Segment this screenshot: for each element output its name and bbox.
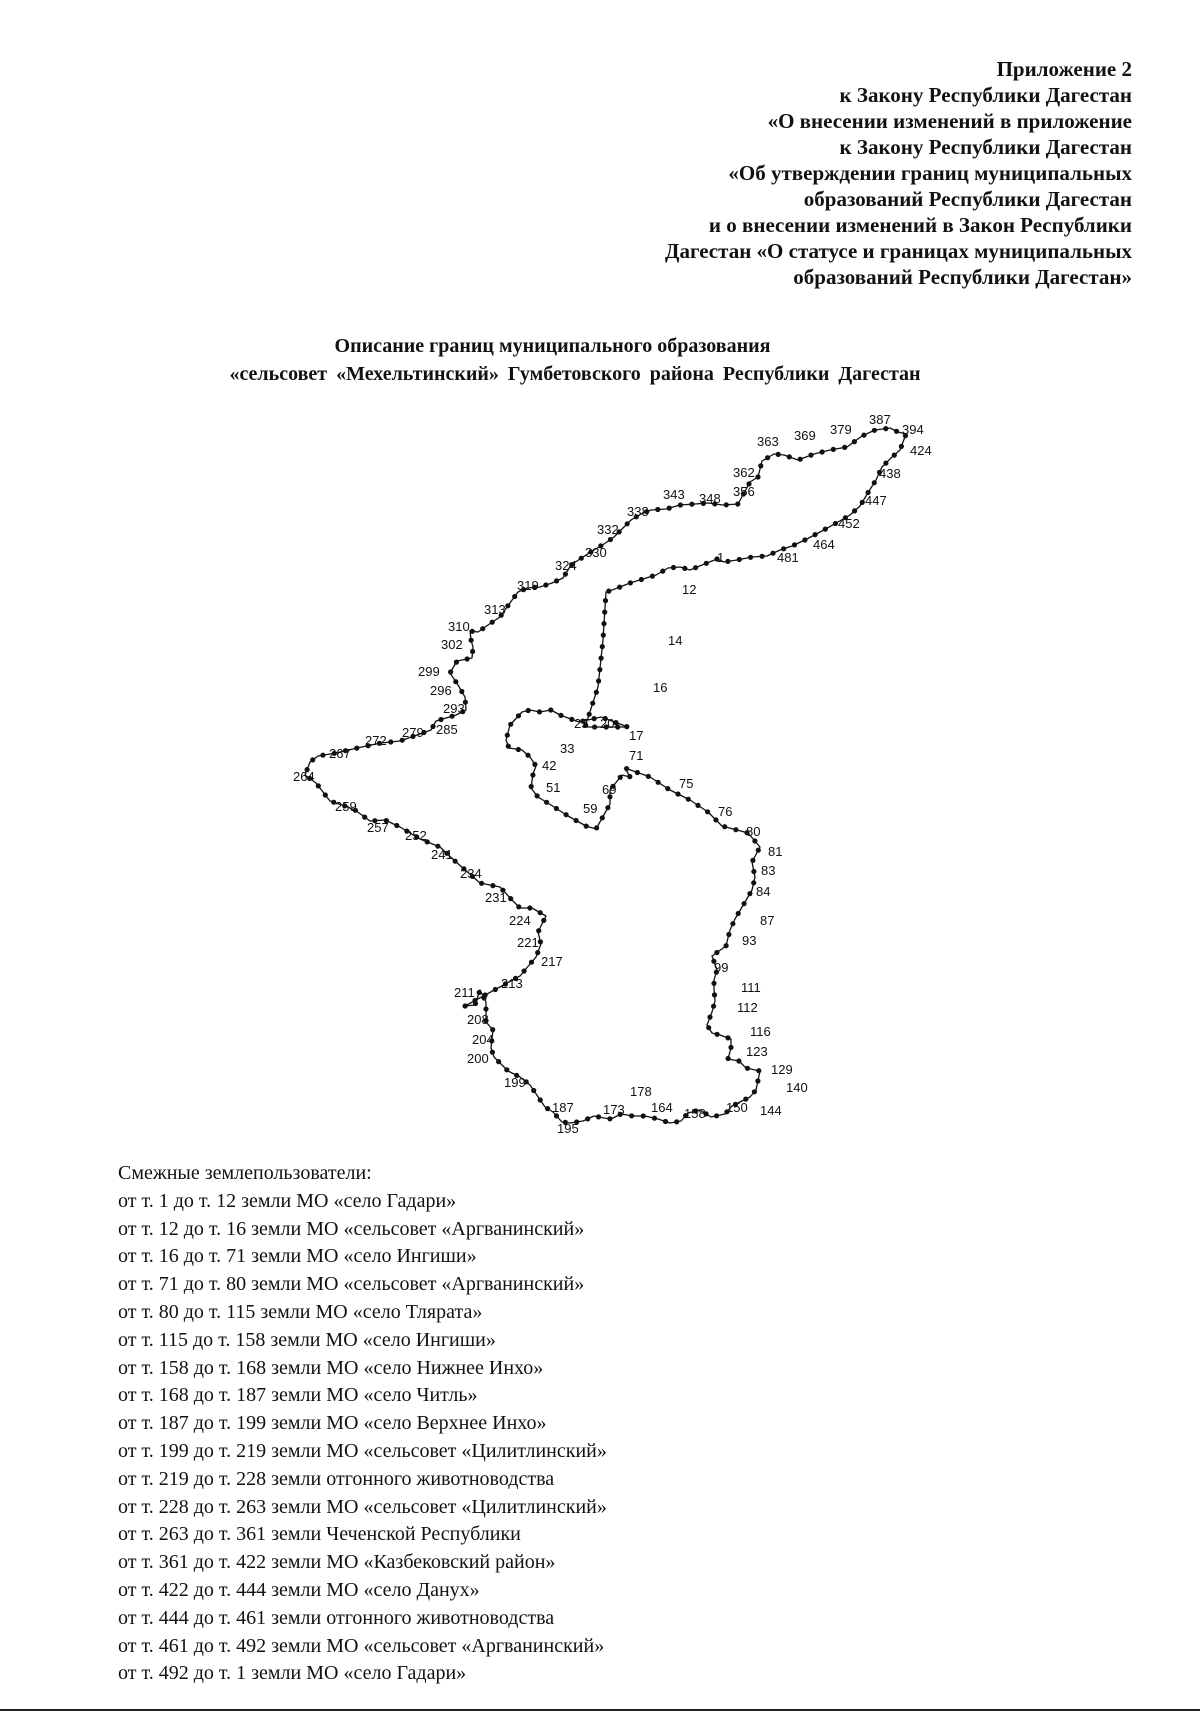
boundary-point: [748, 555, 753, 560]
boundary-point: [599, 656, 604, 661]
boundary-point: [842, 445, 847, 450]
boundary-point: [530, 772, 535, 777]
title-line-1: Описание границ муниципального образования: [334, 335, 771, 357]
point-label: 257: [367, 820, 389, 835]
boundary-point: [852, 508, 857, 513]
point-label: 293: [443, 701, 465, 716]
neighbor-item: от т. 228 до т. 263 земли МО «сельсовет «Цилитлинский»: [118, 1495, 607, 1518]
point-label: 1: [717, 550, 725, 565]
point-label: 144: [760, 1103, 782, 1118]
point-label: 319: [517, 578, 539, 593]
boundary-point: [536, 928, 541, 933]
point-label: 447: [865, 493, 887, 508]
point-label: 241: [431, 847, 453, 862]
boundary-point: [516, 747, 521, 752]
boundary-point: [470, 649, 475, 654]
boundary-point: [538, 1097, 543, 1102]
boundary-point: [535, 793, 540, 798]
boundary-point: [646, 774, 651, 779]
boundary-point: [660, 569, 665, 574]
boundary-point: [480, 626, 485, 631]
boundary-point: [479, 881, 484, 886]
boundary-point: [608, 537, 613, 542]
boundary-point: [463, 1003, 468, 1008]
point-label: 80: [746, 824, 761, 839]
boundary-point: [310, 757, 315, 762]
point-label: 42: [542, 758, 557, 773]
header-line: «Об утверждении границ муниципальных: [728, 161, 1132, 185]
point-label: 330: [585, 545, 607, 560]
boundary-point: [737, 557, 742, 562]
neighbor-item: от т. 361 до т. 422 земли МО «Казбековский район»: [118, 1551, 556, 1574]
boundary-point: [742, 901, 747, 906]
boundary-point: [496, 1059, 501, 1064]
point-label: 438: [879, 466, 901, 481]
boundary-point: [641, 1113, 646, 1118]
boundary-point: [711, 981, 716, 986]
boundary-point: [639, 577, 644, 582]
boundary-point: [574, 818, 579, 823]
point-label: 164: [651, 1100, 673, 1115]
boundary-point: [493, 987, 498, 992]
boundary-point: [618, 775, 623, 780]
boundary-point: [453, 679, 458, 684]
boundary-point: [516, 713, 521, 718]
boundary-point: [756, 1068, 761, 1073]
appendix-header: [432, 56, 1132, 290]
boundary-point: [525, 753, 530, 758]
point-label: 12: [682, 582, 697, 597]
boundary-point: [752, 838, 757, 843]
boundary-point: [728, 1045, 733, 1050]
neighbor-item: от т. 115 до т. 158 земли МО «село Ингиши»: [118, 1328, 496, 1351]
boundary-point: [465, 656, 470, 661]
boundary-point: [516, 904, 521, 909]
boundary-point: [628, 580, 633, 585]
boundary-point: [594, 690, 599, 695]
point-label: 379: [830, 422, 852, 437]
boundary-point: [600, 644, 605, 649]
boundary-point: [543, 582, 548, 587]
boundary-point: [453, 859, 458, 864]
boundary-point: [686, 797, 691, 802]
boundary-point: [704, 561, 709, 566]
neighbor-item: от т. 187 до т. 199 земли МО «село Верхнее Инхо»: [118, 1412, 547, 1435]
boundary-point: [490, 883, 495, 888]
point-label: 356: [733, 484, 755, 499]
boundary-point: [522, 968, 527, 973]
boundary-point: [831, 447, 836, 452]
point-label: 313: [484, 602, 506, 617]
header-line: Приложение 2: [996, 57, 1132, 81]
point-label: 343: [663, 487, 685, 502]
neighbor-item: от т. 158 до т. 168 земли МО «село Нижнее Инхо»: [118, 1356, 544, 1379]
neighbor-item: от т. 263 до т. 361 земли Чеченской Республики: [118, 1523, 521, 1546]
point-label: 362: [733, 465, 755, 480]
boundary-point: [733, 827, 738, 832]
header-line: Дагестан «О статусе и границах муниципальных: [665, 239, 1132, 263]
boundary-point: [362, 815, 367, 820]
boundary-point: [872, 480, 877, 485]
boundary-point: [765, 455, 770, 460]
boundary-point: [554, 806, 559, 811]
neighbor-item: от т. 12 до т. 16 земли МО «сельсовет «Аргванинский»: [118, 1217, 585, 1240]
boundary-point: [529, 784, 534, 789]
boundary-point: [678, 502, 683, 507]
point-label: 424: [910, 443, 932, 458]
boundary-point: [872, 428, 877, 433]
boundary-point: [504, 1067, 509, 1072]
boundary-point: [706, 1025, 711, 1030]
boundary-point: [722, 824, 727, 829]
boundary-point: [624, 766, 629, 771]
boundary-point: [760, 554, 765, 559]
point-label: 173: [603, 1102, 625, 1117]
point-label: 481: [777, 550, 799, 565]
boundary-point: [603, 598, 608, 603]
boundary-point: [490, 1050, 495, 1055]
boundary-point: [506, 744, 511, 749]
boundary-point: [548, 707, 553, 712]
point-label: 363: [757, 434, 779, 449]
point-label: 224: [509, 913, 531, 928]
point-label: 83: [761, 863, 776, 878]
point-label: 452: [838, 516, 860, 531]
point-label: 158: [684, 1106, 706, 1121]
boundary-point: [625, 521, 630, 526]
point-label: 394: [902, 422, 924, 437]
boundary-point: [601, 633, 606, 638]
boundary-point: [758, 463, 763, 468]
boundary-point: [725, 1035, 730, 1040]
boundary-point: [725, 559, 730, 564]
boundary-point: [711, 1004, 716, 1009]
point-label: 84: [756, 884, 771, 899]
boundary-point: [541, 918, 546, 923]
boundary-point: [538, 910, 543, 915]
boundary-point: [320, 753, 325, 758]
neighbor-item: от т. 461 до т. 492 земли МО «сельсовет «Аргванинский»: [118, 1634, 605, 1657]
boundary-point: [554, 578, 559, 583]
boundary-point: [808, 453, 813, 458]
boundary-point: [650, 574, 655, 579]
point-label: 279: [402, 725, 424, 740]
point-label: 14: [668, 633, 683, 648]
boundary-point: [590, 701, 595, 706]
boundary-point: [751, 869, 756, 874]
boundary-point: [448, 669, 453, 674]
boundary-point: [527, 905, 532, 910]
boundary-point: [715, 1032, 720, 1037]
point-label: 252: [405, 828, 427, 843]
boundary-point: [597, 667, 602, 672]
boundary-point: [594, 825, 599, 830]
boundary-point: [394, 823, 399, 828]
boundary-point: [535, 950, 540, 955]
point-label: 200: [467, 1051, 489, 1066]
boundary-point: [671, 565, 676, 570]
boundary-point: [792, 542, 797, 547]
boundary-point: [726, 932, 731, 937]
header-line: «О внесении изменений в приложение: [767, 109, 1132, 133]
point-label: 208: [467, 1012, 489, 1027]
point-label: 116: [750, 1024, 771, 1039]
boundary-point: [705, 809, 710, 814]
boundary-point: [537, 709, 542, 714]
boundary-point: [388, 739, 393, 744]
boundary-point: [508, 896, 513, 901]
boundary-point: [564, 812, 569, 817]
boundary-point: [776, 452, 781, 457]
boundary-point: [602, 610, 607, 615]
point-label: 285: [436, 722, 458, 737]
boundary-point: [693, 565, 698, 570]
boundary-point: [883, 461, 888, 466]
boundary-point: [469, 638, 474, 643]
boundary-point: [892, 453, 897, 458]
point-label: 348: [699, 491, 721, 506]
point-label: 195: [557, 1121, 579, 1136]
boundary-point: [820, 449, 825, 454]
boundary-point: [483, 992, 488, 997]
point-label: 272: [365, 733, 387, 748]
point-label: 387: [869, 412, 891, 427]
boundary-point: [712, 992, 717, 997]
boundary-point: [508, 722, 513, 727]
boundary-point: [707, 1015, 712, 1020]
boundary-point: [600, 815, 605, 820]
boundary-point: [745, 1066, 750, 1071]
boundary-point: [545, 1106, 550, 1111]
boundary-point: [755, 1078, 760, 1083]
neighbors-title: Смежные землепользователи:: [118, 1162, 372, 1184]
boundary-point: [714, 1113, 719, 1118]
boundary-point: [529, 960, 534, 965]
neighbor-item: от т. 71 до т. 80 земли МО «сельсовет «Аргванинский»: [118, 1273, 585, 1296]
boundary-point: [652, 1116, 657, 1121]
boundary-point: [852, 439, 857, 444]
boundary-point: [605, 805, 610, 810]
point-label: 71: [629, 748, 644, 763]
point-label: 259: [335, 799, 357, 814]
point-label: 150: [726, 1100, 748, 1115]
neighbor-item: от т. 492 до т. 1 земли МО «село Гадари»: [118, 1662, 467, 1685]
point-label: 231: [485, 890, 507, 905]
point-label: 111: [741, 980, 761, 995]
boundary-point: [724, 943, 729, 948]
header-line: к Закону Республики Дагестан: [839, 135, 1132, 159]
document-title: [0, 332, 1200, 388]
boundary-point: [802, 537, 807, 542]
point-label: 93: [742, 933, 757, 948]
boundary-point: [787, 454, 792, 459]
point-label: 332: [597, 522, 619, 537]
boundary-point: [894, 429, 899, 434]
boundary-point: [726, 1056, 731, 1061]
boundary-point: [655, 507, 660, 512]
header-line: к Закону Республики Дагестан: [839, 83, 1132, 107]
point-label: 129: [771, 1062, 793, 1077]
boundary-point: [558, 713, 563, 718]
boundary-point: [674, 1119, 679, 1124]
boundary-point: [531, 1088, 536, 1093]
point-label: 112: [737, 1000, 758, 1015]
point-label: 211: [454, 985, 475, 1000]
point-label: 217: [541, 954, 563, 969]
boundary-point: [755, 474, 760, 479]
boundary-point: [584, 824, 589, 829]
point-label: 33: [560, 741, 575, 756]
boundary-point: [596, 1114, 601, 1119]
boundary-point: [579, 556, 584, 561]
boundary-point: [667, 506, 672, 511]
point-label: 464: [813, 537, 835, 552]
boundary-point: [470, 629, 475, 634]
point-label: 324: [555, 558, 577, 573]
neighbor-item: от т. 80 до т. 115 земли МО «село Тлярата»: [118, 1300, 483, 1323]
neighbor-item: от т. 16 до т. 71 земли МО «село Ингиши»: [118, 1245, 477, 1268]
boundary-point: [756, 848, 761, 853]
point-label: 302: [441, 637, 463, 652]
point-label: 59: [583, 801, 598, 816]
boundary-point: [592, 724, 597, 729]
boundary-map: [0, 400, 1200, 1170]
boundary-point: [724, 502, 729, 507]
boundary-point: [596, 678, 601, 683]
boundary-point: [735, 501, 740, 506]
boundary-point: [490, 620, 495, 625]
boundary-point: [483, 1006, 488, 1011]
boundary-point: [750, 858, 755, 863]
header-line: образований Республики Дагестан: [803, 187, 1132, 211]
neighbor-item: от т. 444 до т. 461 земли отгонного животноводства: [118, 1606, 555, 1629]
boundary-point: [861, 433, 866, 438]
boundary-point: [629, 1113, 634, 1118]
point-label: 264: [293, 769, 315, 784]
adjacent-landusers: [118, 1160, 607, 1688]
boundary-point: [823, 527, 828, 532]
page-bottom-rule: [0, 1709, 1200, 1711]
boundary-point: [477, 990, 482, 995]
boundary-point: [798, 457, 803, 462]
boundary-point: [635, 770, 640, 775]
boundary-point: [601, 621, 606, 626]
boundary-point: [689, 502, 694, 507]
point-label: 51: [546, 780, 561, 795]
boundary-point: [606, 589, 611, 594]
point-label: 267: [329, 746, 351, 761]
boundary-point: [617, 585, 622, 590]
boundary-point: [512, 594, 517, 599]
boundary-point: [747, 891, 752, 896]
boundary-point: [430, 724, 435, 729]
point-label: 87: [760, 913, 775, 928]
header-line: и о внесении изменений в Закон Республики: [708, 213, 1132, 237]
boundary-point: [736, 1058, 741, 1063]
neighbor-item: от т. 199 до т. 219 земли МО «сельсовет «Цилитлинский»: [118, 1439, 607, 1462]
point-label: 338: [627, 504, 649, 519]
point-label: 310: [448, 619, 470, 634]
boundary-point: [323, 792, 328, 797]
point-label: 75: [679, 776, 694, 791]
point-labels: [293, 412, 932, 1136]
point-label: 299: [418, 664, 440, 679]
neighbor-item: от т. 168 до т. 187 земли МО «село Читль»: [118, 1384, 478, 1407]
point-label: 76: [718, 804, 733, 819]
point-label: 369: [794, 428, 816, 443]
point-label: 123: [746, 1044, 768, 1059]
boundary-point: [544, 800, 549, 805]
neighbor-item: от т. 219 до т. 228 земли отгонного животноводства: [118, 1467, 555, 1490]
point-label: 81: [768, 844, 783, 859]
point-label: 296: [430, 683, 452, 698]
point-label: 25: [574, 716, 589, 731]
header-line: образований Республики Дагестан»: [793, 265, 1132, 289]
point-label: 187: [552, 1100, 574, 1115]
point-label: 99: [714, 960, 729, 975]
neighbor-item: от т. 1 до т. 12 земли МО «село Гадари»: [118, 1189, 457, 1212]
boundary-point: [675, 791, 680, 796]
boundary-point: [736, 911, 741, 916]
boundary-point: [695, 803, 700, 808]
boundary-point: [592, 716, 597, 721]
neighbor-item: от т. 422 до т. 444 земли МО «село Данух»: [118, 1578, 480, 1601]
point-label: 199: [504, 1075, 526, 1090]
boundary-point: [454, 660, 459, 665]
boundary-point: [899, 444, 904, 449]
boundary-point: [714, 950, 719, 955]
boundary-point: [505, 603, 510, 608]
point-label: 17: [629, 728, 644, 743]
boundary-point: [316, 783, 321, 788]
boundary-point: [459, 689, 464, 694]
boundary-point: [770, 551, 775, 556]
boundary-point: [752, 1089, 757, 1094]
boundary-point: [730, 921, 735, 926]
point-label: 20: [600, 716, 615, 731]
point-label: 221: [517, 935, 539, 950]
boundary-point: [532, 762, 537, 767]
boundary-point: [663, 1119, 668, 1124]
boundary-point: [505, 733, 510, 738]
title-line-2: «сельсовет «Мехельтинский» Гумбетовского района Республики Дагестан: [229, 363, 921, 385]
boundary-point: [627, 774, 632, 779]
boundary-point: [656, 780, 661, 785]
point-label: 140: [786, 1080, 808, 1095]
boundary-point: [354, 746, 359, 751]
point-label: 69: [602, 782, 617, 797]
point-label: 213: [501, 976, 523, 991]
point-label: 234: [460, 866, 482, 881]
point-label: 204: [472, 1032, 494, 1047]
point-label: 178: [630, 1084, 652, 1099]
boundary-point: [665, 786, 670, 791]
boundary-point: [526, 708, 531, 713]
point-label: 16: [653, 680, 668, 695]
boundary-point: [585, 1116, 590, 1121]
boundary-point: [682, 566, 687, 571]
